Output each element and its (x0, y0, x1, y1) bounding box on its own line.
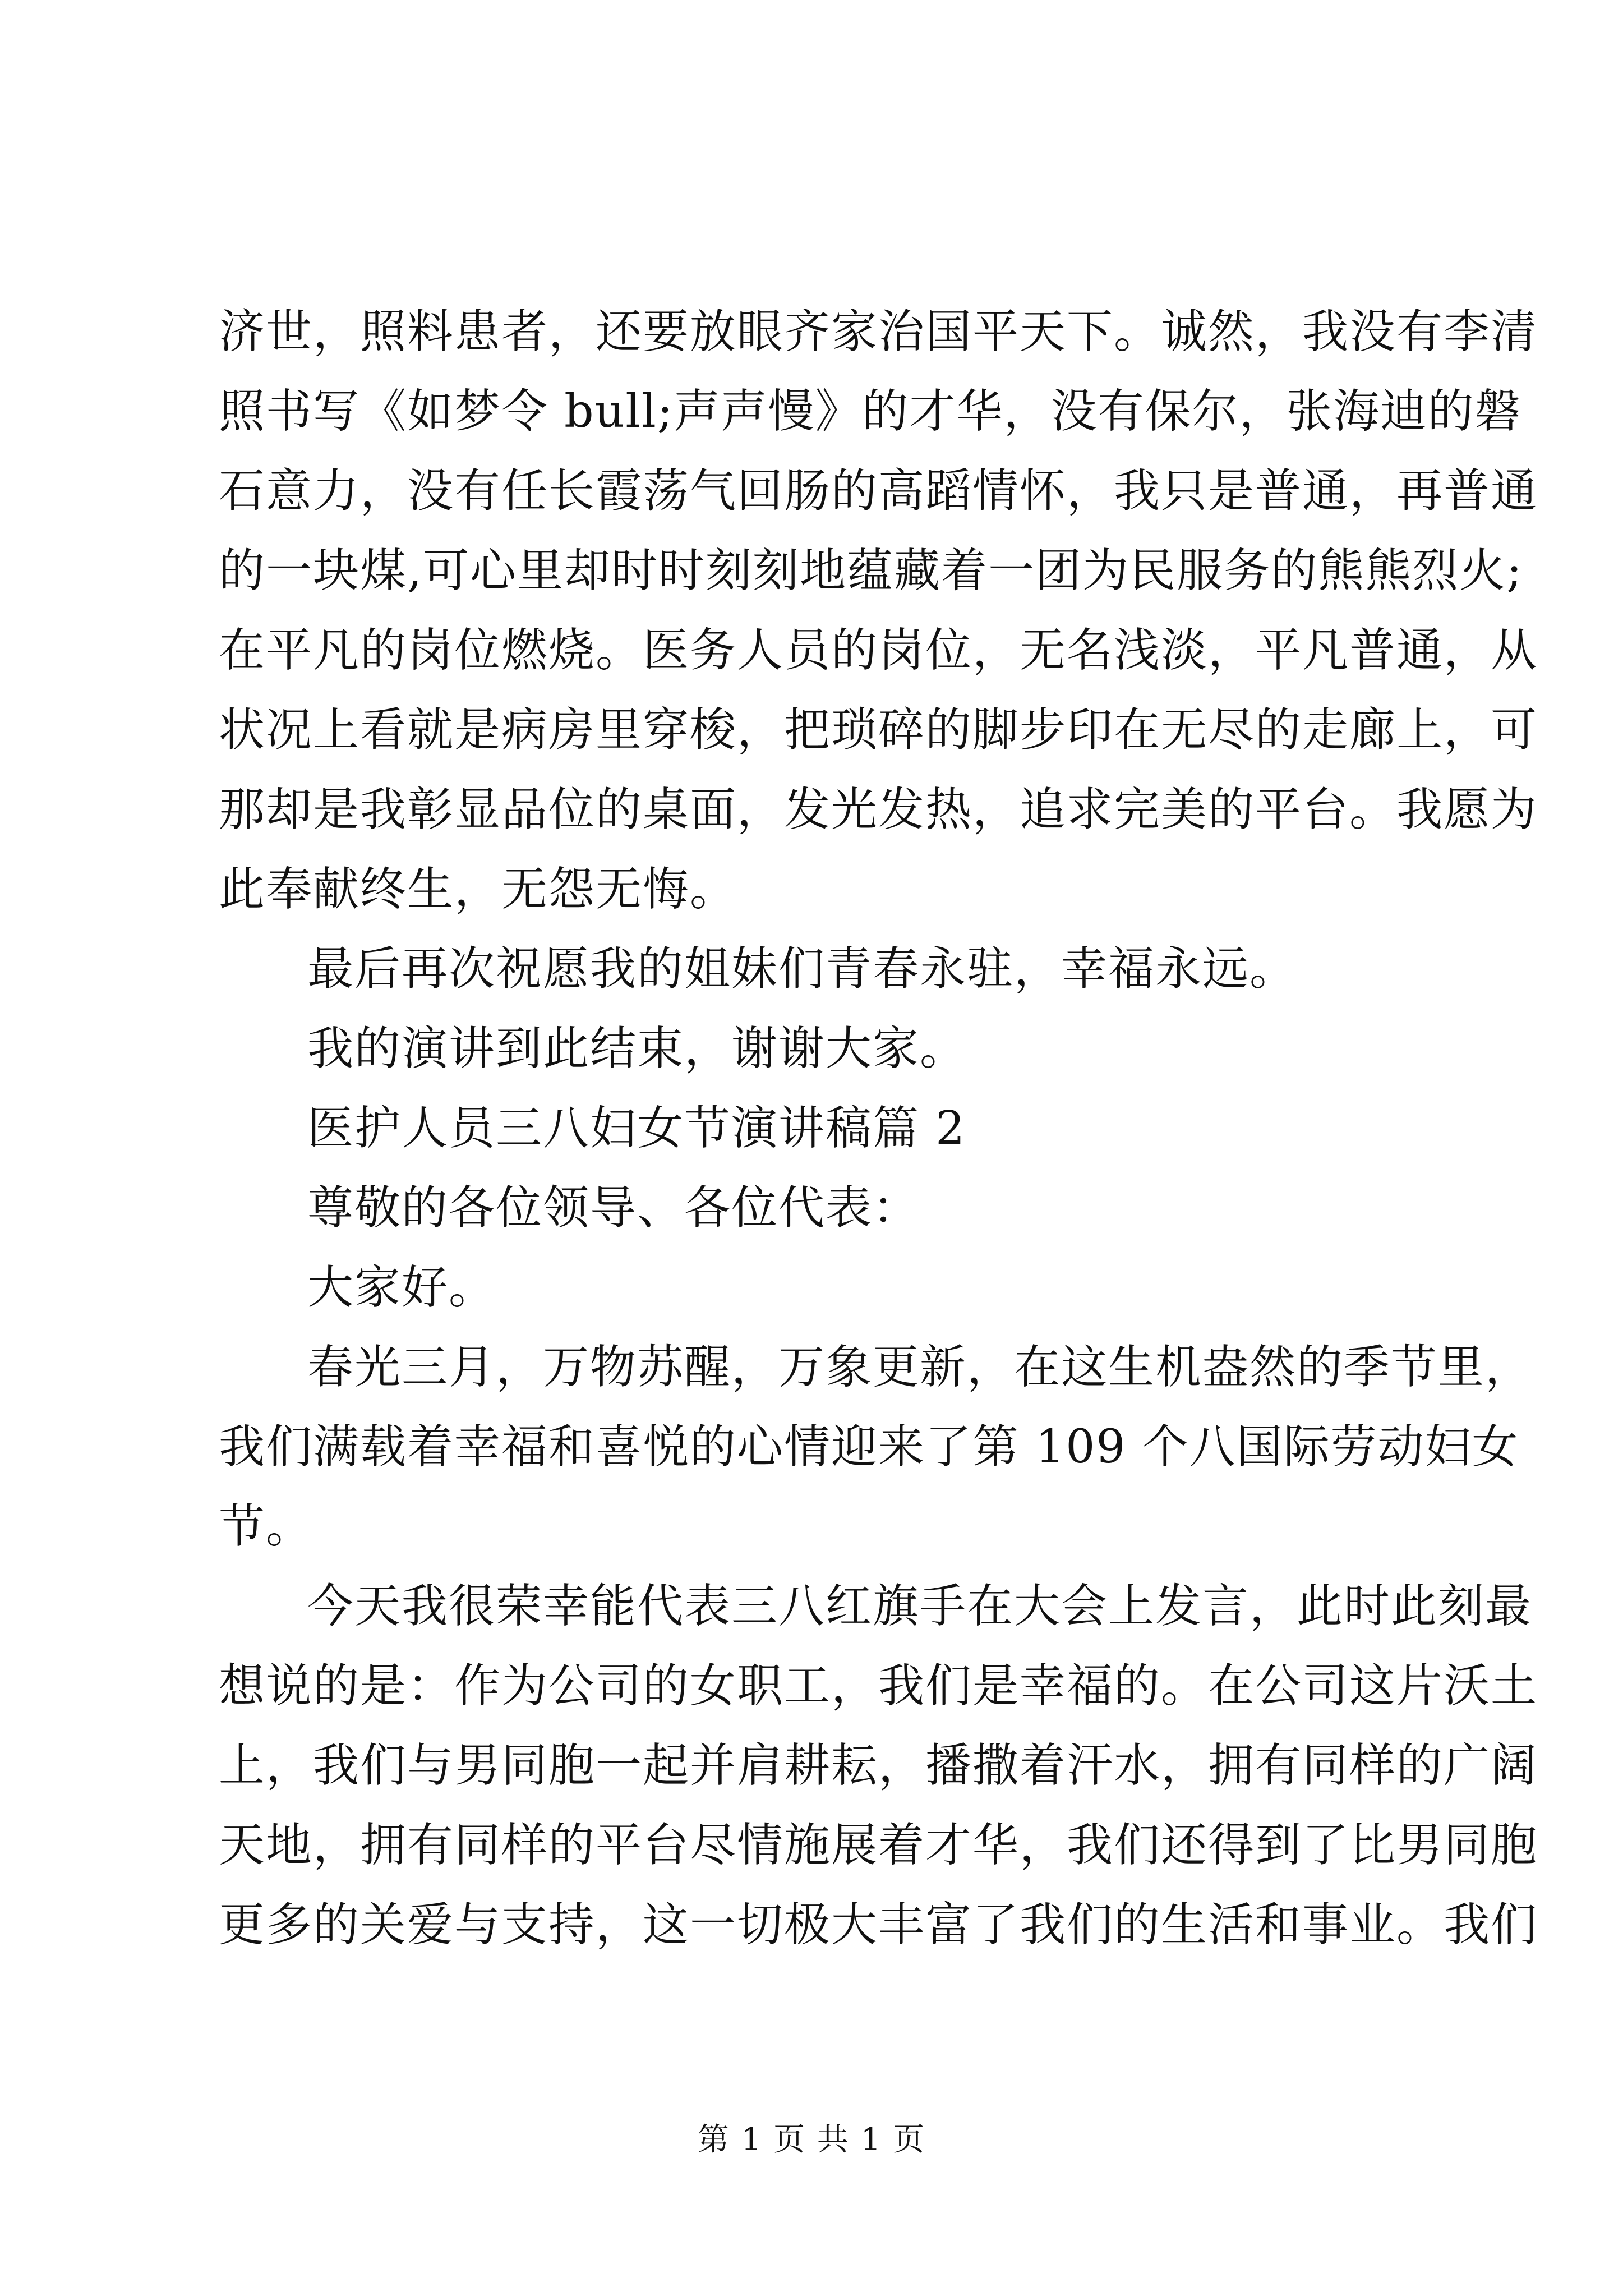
paragraph-line: 照书写《如梦令 bull;声声慢》的才华，没有保尔，张海迪的磐 (219, 385, 1522, 438)
paragraph-line: 我们满载着幸福和喜悦的心情迎来了第 109 个八国际劳动妇女 (219, 1420, 1519, 1474)
paragraph-line: 的一块煤,可心里却时时刻刻地蕴藏着一团为民服务的熊熊烈火; (219, 544, 1523, 597)
paragraph-line: 今天我很荣幸能代表三八红旗手在大会上发言，此时此刻最 (307, 1580, 1533, 1633)
paragraph-line: 我的演讲到此结束，谢谢大家。 (307, 1022, 967, 1075)
paragraph-line: 最后再次祝愿我的姐妹们青春永驻，幸福永远。 (307, 942, 1297, 996)
paragraph-line: 在平凡的岗位燃烧。医务人员的岗位，无名浅淡，平凡普通，从 (219, 624, 1538, 677)
salutation-line: 尊敬的各位领导、各位代表： (307, 1181, 920, 1235)
paragraph-line: 那却是我彰显品位的桌面，发光发热，追求完美的平台。我愿为 (219, 783, 1538, 836)
paragraph-line: 状况上看就是病房里穿梭，把琐碎的脚步印在无尽的走廊上，可 (219, 703, 1538, 757)
paragraph-line: 更多的关爱与支持，这一切极大丰富了我们的生活和事业。我们 (219, 1898, 1538, 1952)
paragraph-line: 天地，拥有同样的平台尽情施展着才华，我们还得到了比男同胞 (219, 1819, 1538, 1872)
paragraph-line: 济世，照料患者，还要放眼齐家治国平天下。诚然，我没有李清 (219, 305, 1538, 358)
greeting-line: 大家好。 (307, 1261, 496, 1314)
paragraph-line: 春光三月，万物苏醒，万象更新，在这生机盎然的季节里， (307, 1341, 1533, 1394)
paragraph-line: 节。 (219, 1500, 313, 1553)
paragraph-line: 此奉献终生，无怨无悔。 (219, 863, 737, 916)
paragraph-line: 上，我们与男同胞一起并肩耕耘，播撒着汗水，拥有同样的广阔 (219, 1739, 1538, 1792)
paragraph-line: 想说的是：作为公司的女职工，我们是幸福的。在公司这片沃土 (219, 1659, 1538, 1713)
page-footer: 第 1 页 共 1 页 (697, 2122, 926, 2158)
section-heading: 医护人员三八妇女节演讲稿篇 2 (307, 1102, 966, 1155)
paragraph-line: 石意力，没有任长霞荡气回肠的高蹈情怀，我只是普通，再普通 (219, 464, 1538, 518)
